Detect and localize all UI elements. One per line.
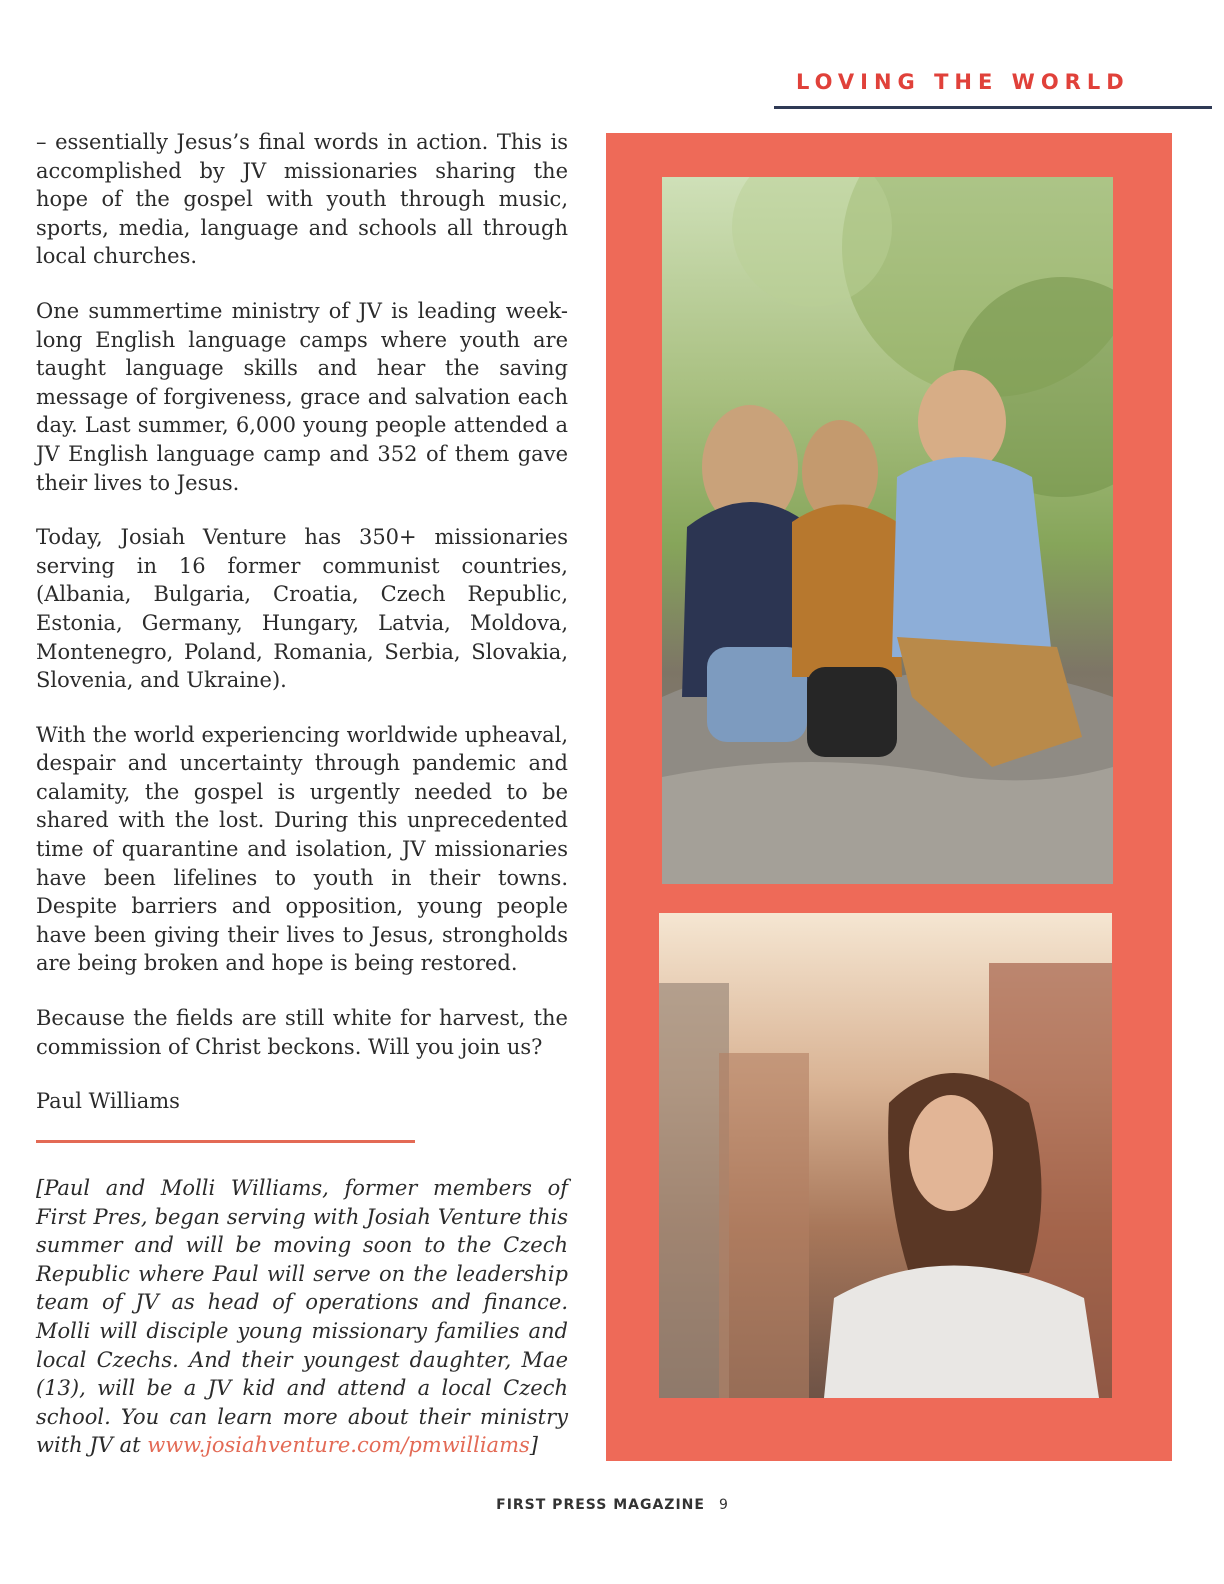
article-body bbox=[36, 128, 568, 1142]
ministry-link[interactable]: www.josiahventure.com/pmwilliams bbox=[147, 1433, 530, 1458]
section-header bbox=[774, 68, 1212, 109]
author-bio bbox=[36, 1174, 568, 1460]
body-paragraph: Today, Josiah Venture has 350+ missionaries serving in 16 former communist countries, (Albania, Bulgaria, Croatia, Czech Republic, Estonia, Germany, Hungary, Latvia, Moldova, Montenegro, Poland, Romania, Serbia, Slovakia, Slovenia, and Ukraine). bbox=[36, 525, 568, 693]
page-number: 9 bbox=[718, 1497, 728, 1513]
woman-photo bbox=[659, 913, 1112, 1398]
body-paragraph: One summertime ministry of JV is leading week-long English language camps where youth are taught language skills and hear the saving message of forgiveness, grace and salvation each day. Last summer, 6,000 young people attended a JV English language camp and 352 of them gave their lives to Jesus. bbox=[36, 298, 568, 495]
section-title: LOVING THE WORLD bbox=[796, 70, 1130, 94]
page-footer bbox=[0, 1497, 1224, 1513]
family-photo bbox=[662, 177, 1113, 884]
magazine-name: FIRST PRESS MAGAZINE bbox=[496, 1497, 705, 1513]
author-signature: Paul Williams bbox=[36, 1089, 180, 1114]
photo-panel bbox=[606, 133, 1172, 1461]
bio-text: [Paul and Molli Williams, former members of First Pres, began serving with Josiah Venture this summer and will be moving soon to the Czech Republic where Paul will serve on the leadership team of JV as head of operations and finance. Molli will disciple young missionary families and local Czechs. And their youngest daughter, Mae (13), will be a JV kid and attend a local Czech school. You can learn more about their ministry with JV at bbox=[36, 1176, 568, 1458]
bio-divider bbox=[36, 1140, 415, 1143]
body-paragraph: With the world experiencing worldwide upheaval, despair and uncertainty through pandemic and calamity, the gospel is urgently needed to be shared with the lost. During this unprecedented time of quarantine and isolation, JV missionaries have been lifelines to youth in their towns. Despite barriers and opposition, young people have been giving their lives to Jesus, strongholds are being broken and hope is being restored. bbox=[36, 722, 568, 976]
bio-closing: ] bbox=[529, 1433, 538, 1458]
body-paragraph: – essentially Jesus’s final words in action. This is accomplished by JV missionaries sharing the hope of the gospel with youth through music, sports, media, language and schools all through local churches. bbox=[36, 130, 568, 269]
body-paragraph: Because the fields are still white for harvest, the commission of Christ beckons. Will you join us? bbox=[36, 1006, 568, 1059]
